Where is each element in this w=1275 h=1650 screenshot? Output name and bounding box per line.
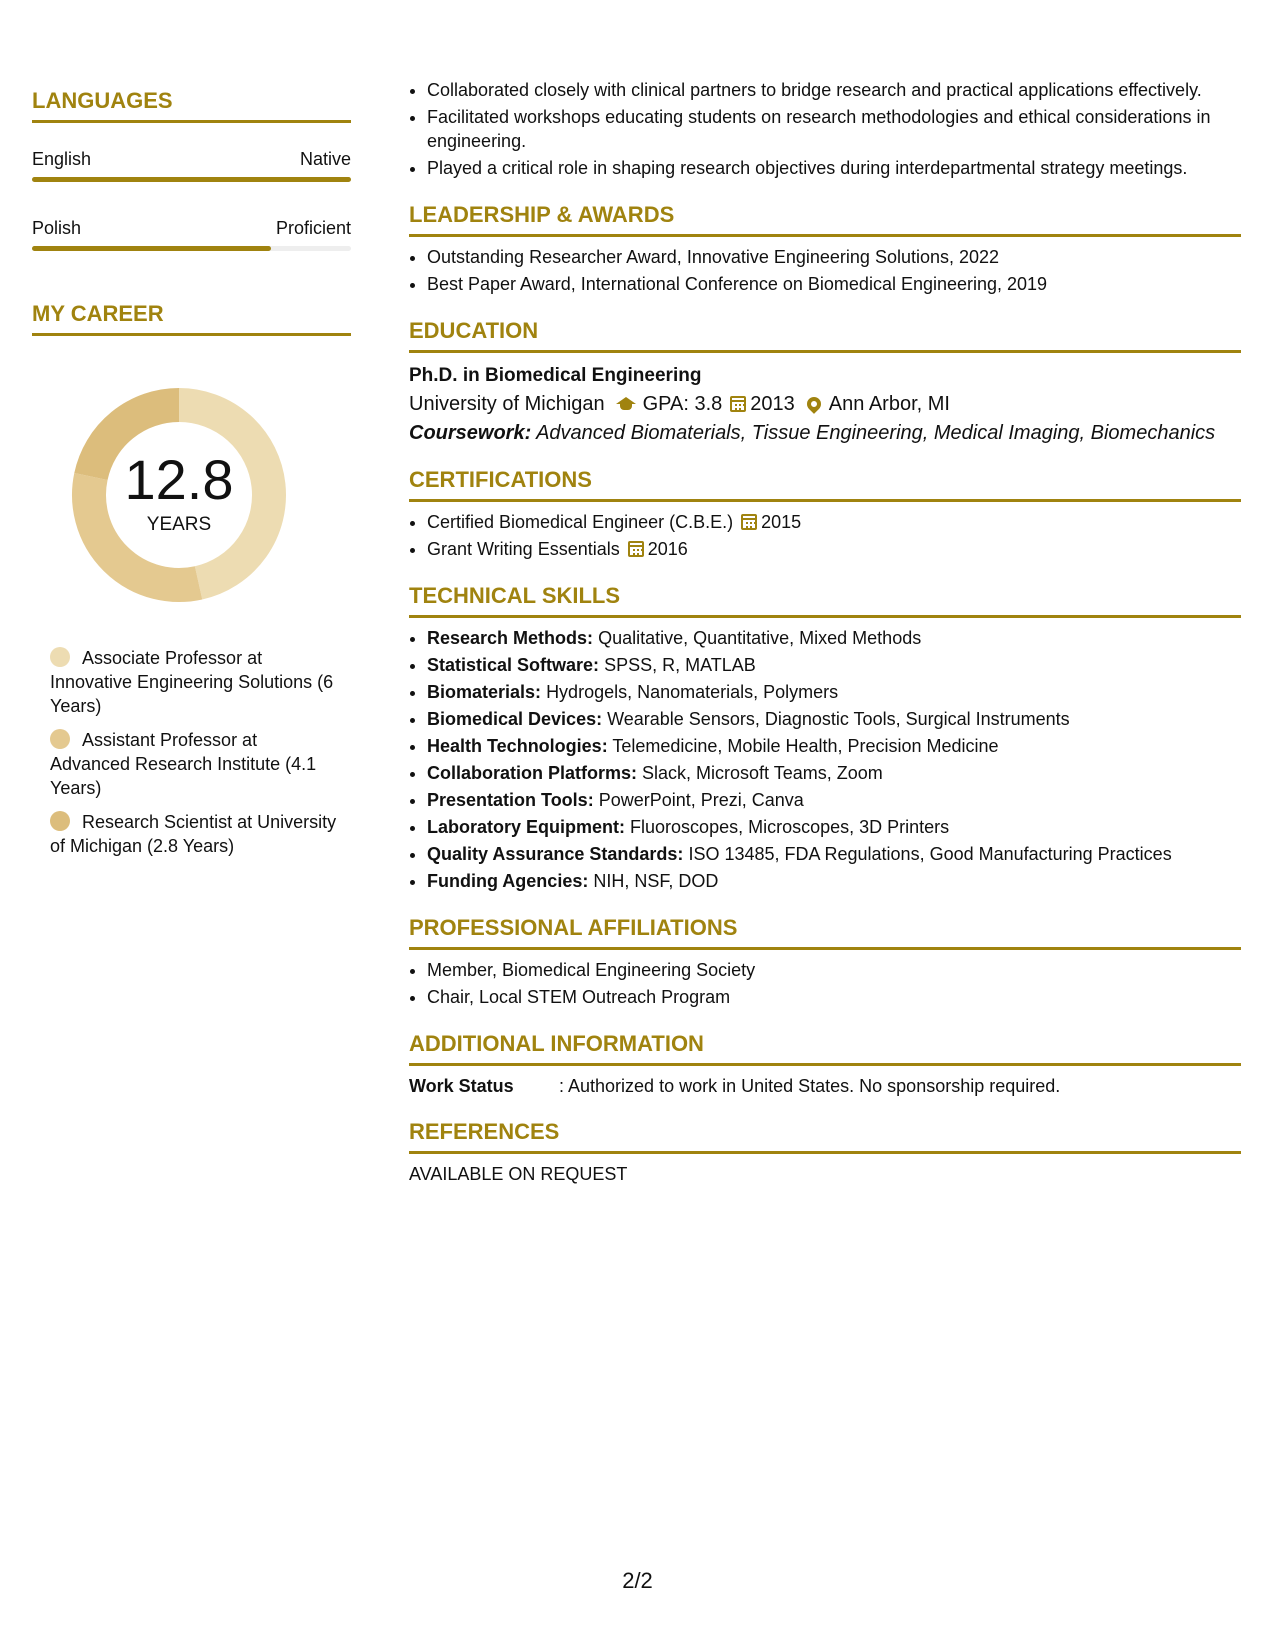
skill-value: Hydrogels, Nanomaterials, Polymers [546,682,839,702]
career-list [50,646,340,858]
additional-section [409,1031,1241,1097]
skill-item [427,734,1241,758]
experience-bullet: • Collaborated closely with clinical partners to bridge research and practical applications effectively. [427,78,1241,102]
skill-item [427,788,1241,812]
education-year: 2013 [750,393,795,415]
education-title: EDUCATION [409,318,1241,353]
experience-bullet: • Facilitated workshops educating students on research methodologies and ethical considerations in engineering. [427,105,1241,153]
skill-value: Slack, Microsoft Teams, Zoom [642,763,883,783]
career-donut [64,380,294,610]
language-bar [32,246,351,251]
career-item-text: Assistant Professor at Advanced Research Institute (4.1 Years) [50,730,317,798]
skill-value: PowerPoint, Prezi, Canva [598,790,804,810]
education-section [409,318,1241,445]
career-item-text: Research Scientist at University of Michigan (2.8 Years) [50,812,337,856]
skill-label: Laboratory Equipment: [427,817,626,837]
language-name: English [32,149,92,169]
left-column [32,88,351,868]
language-bar [32,177,351,182]
certification-item [427,510,1241,534]
career-item [50,810,340,858]
experience-bullets [409,78,1241,180]
skill-item [427,869,1241,893]
references-section [409,1119,1241,1185]
skill-item [427,680,1241,704]
career-dot [50,811,70,831]
career-item [50,728,340,800]
references-title: REFERENCES [409,1119,1241,1154]
education-details [409,393,1241,416]
career-dot [50,647,70,667]
page-number: 2/2 [622,1568,653,1593]
right-column [409,78,1241,1185]
skill-label: Collaboration Platforms: [427,763,638,783]
affiliation-item: • Chair, Local STEM Outreach Program [427,985,1241,1009]
language-item-english [32,137,351,182]
skills-section [409,583,1241,893]
calendar-icon [628,541,644,557]
skill-label: Biomaterials: [427,682,542,702]
skill-label: Quality Assurance Standards: [427,844,684,864]
skill-label: Biomedical Devices: [427,709,603,729]
affiliation-item: • Member, Biomedical Engineering Society [427,958,1241,982]
awards-section [409,202,1241,296]
skill-value: Qualitative, Quantitative, Mixed Methods [598,628,922,648]
skill-label: Health Technologies: [427,736,608,756]
certification-year: 2016 [647,539,688,559]
language-bar-fill [32,246,271,251]
school: University of Michigan [409,393,605,415]
skill-value: SPSS, R, MATLAB [604,655,756,675]
work-status-label: Work Status [409,1076,514,1096]
award-item: • Best Paper Award, International Conference on Biomedical Engineering, 2019 [427,272,1241,296]
certifications-title: CERTIFICATIONS [409,467,1241,502]
certification-name: Grant Writing Essentials [427,539,620,559]
skill-value: NIH, NSF, DOD [593,871,719,891]
skill-label: Research Methods: [427,628,594,648]
experience-bullet: • Played a critical role in shaping research objectives during interdepartmental strategy meetings. [427,156,1241,180]
career-total-unit: YEARS [146,514,212,535]
awards-title: LEADERSHIP & AWARDS [409,202,1241,237]
career-item [50,646,340,718]
calendar-icon [741,514,757,530]
work-status-value: : Authorized to work in United States. No sponsorship required. [559,1076,1061,1096]
award-item: • Outstanding Researcher Award, Innovative Engineering Solutions, 2022 [427,245,1241,269]
work-status-row [409,1076,1241,1097]
language-item-polish [32,206,351,251]
certification-item [427,537,1241,561]
language-level: Proficient [275,218,351,238]
calendar-icon [730,396,746,412]
additional-title: ADDITIONAL INFORMATION [409,1031,1241,1066]
location-pin-icon [804,394,824,414]
skill-value: Fluoroscopes, Microscopes, 3D Printers [630,817,950,837]
affiliations-section [409,915,1241,1009]
certification-name: Certified Biomedical Engineer (C.B.E.) [427,512,734,532]
language-name: Polish [32,218,82,238]
skills-title: TECHNICAL SKILLS [409,583,1241,618]
skill-label: Funding Agencies: [427,871,589,891]
gpa: GPA: 3.8 [642,393,723,415]
coursework [409,422,1241,445]
skill-item [427,761,1241,785]
career-dot [50,729,70,749]
affiliations-title: PROFESSIONAL AFFILIATIONS [409,915,1241,950]
coursework-label: Coursework: [409,422,532,444]
career-title: MY CAREER [32,301,351,336]
career-total-years: 12.8 [124,448,234,511]
skill-item [427,842,1241,866]
skill-label: Statistical Software: [427,655,600,675]
certification-year: 2015 [761,512,802,532]
language-bar-fill [32,177,351,182]
skill-value: Telemedicine, Mobile Health, Precision Medicine [612,736,999,756]
graduation-cap-icon [615,396,637,412]
education-location: Ann Arbor, MI [828,393,950,415]
language-level: Native [299,149,351,169]
references-text: AVAILABLE ON REQUEST [409,1164,628,1184]
coursework-value: Advanced Biomaterials, Tissue Engineering, Medical Imaging, Biomechanics [536,422,1216,444]
skill-item [427,653,1241,677]
skill-item [427,707,1241,731]
degree: Ph.D. in Biomedical Engineering [409,365,702,386]
skill-item [427,626,1241,650]
skill-value: Wearable Sensors, Diagnostic Tools, Surgical Instruments [607,709,1070,729]
career-item-text: Associate Professor at Innovative Engineering Solutions (6 Years) [50,648,334,716]
skill-value: ISO 13485, FDA Regulations, Good Manufacturing Practices [688,844,1172,864]
skill-label: Presentation Tools: [427,790,594,810]
skill-item [427,815,1241,839]
languages-title: LANGUAGES [32,88,351,123]
certifications-section [409,467,1241,561]
